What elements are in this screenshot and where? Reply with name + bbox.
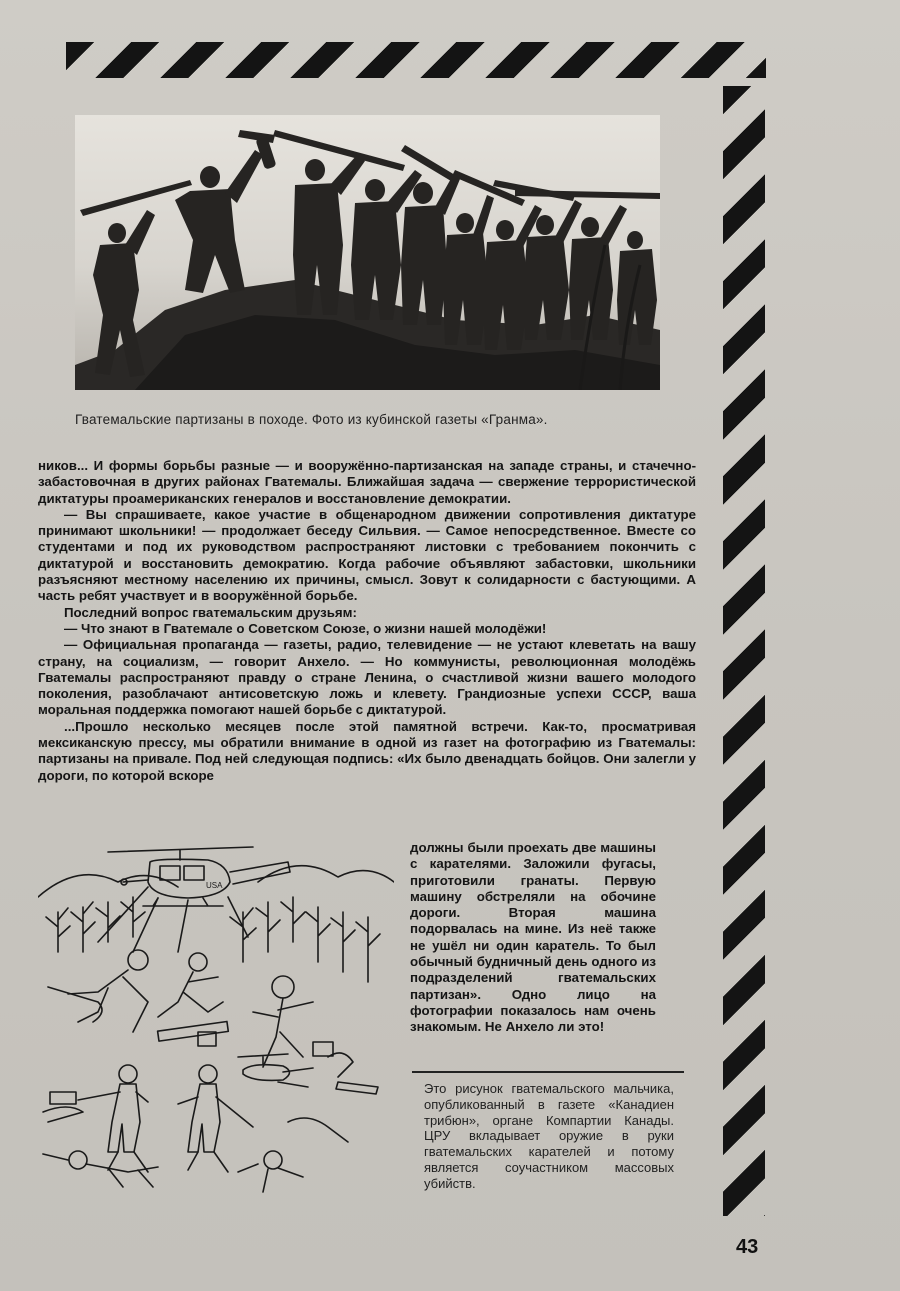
article-body: [38, 458, 696, 784]
drawing-note: Это рисунок гватемальского мальчика, опубликованный в газете «Канадиен трибюн», органе Компартии Канады. ЦРУ вкладывает оружие в руки гватемальских карателей и потому является соучастником массовых убийств.: [424, 1081, 674, 1191]
striped-border-top: [66, 42, 766, 78]
article-paragraph: — Что знают в Гватемале о Советском Союзе, о жизни нашей молодёжи!: [64, 620, 547, 636]
article-paragraph: ников... И формы борьбы разные — и вооружённо-партизанская на западе страны, и стачечно-забастовочная в других районах Гватемалы. Ближайшая задача — свержение террористической диктатуры проамериканских генералов и восстановление демократии.: [38, 458, 696, 506]
striped-border-right: [723, 86, 765, 1216]
article-paragraph: ...Прошло несколько месяцев после этой памятной встречи. Как-то, просматривая мексиканскую прессу, мы обратили внимание в одной из газет на фотографию из Гватемалы: партизаны на привале. Под ней следующая подпись: «Их было двенадцать бойцов. Они залегли у дороги, по которой вскоре: [38, 718, 696, 783]
helicopter-label: USA: [206, 881, 223, 890]
page-number: 43: [736, 1236, 759, 1258]
article-paragraph: — Вы спрашиваете, какое участие в общенародном движении сопротивления диктатуре принимают школьники! — продолжает беседу Сильвия. — Самое непосредственное. Вместе со студентами и под их руководством распространяют листовки с требованием покончить с диктатурой и восстановить демократию. Когда рабочие объявляют забастовки, школьники разъясняют местному населению их причины, смысл. Зовут к солидарности с бастующими. А часть ребят участвует и в вооружённой борьбе.: [38, 506, 696, 604]
guerrilla-photo: [75, 115, 660, 390]
note-divider: [412, 1071, 684, 1073]
article-paragraph: — Официальная пропаганда — газеты, радио, телевидение — не устают клеветать на вашу страну, на социализм, — говорит Анхело. — Но коммунисты, революционная молодёжь Гватемалы распространяют правду о стране Ленина, о счастливой жизни вашего молодого поколения, разоблачают антисоветскую ложь и клевету. Грандиозные успехи СССР, ваша моральная поддержка помогают нашей борьбе с диктатурой.: [38, 637, 696, 718]
article-paragraph: Последний вопрос гватемальским друзьям:: [64, 604, 357, 620]
child-drawing: [38, 842, 394, 1198]
article-continuation: должны были проехать две машины с карателями. Заложили фугасы, приготовили гранаты. Первую машину обстреляли на обочине дороги. Вторая машина подорвалась на мине. Из неё также не ушёл ни один каратель. То был обычный будничный день одного из подразделений гватемальских партизан». Одно лицо на фотографии показалось нам очень знакомым. Не Анхело ли это!: [410, 840, 656, 1035]
photo-caption: Гватемальские партизаны в походе. Фото из кубинской газеты «Гранма».: [75, 412, 548, 427]
